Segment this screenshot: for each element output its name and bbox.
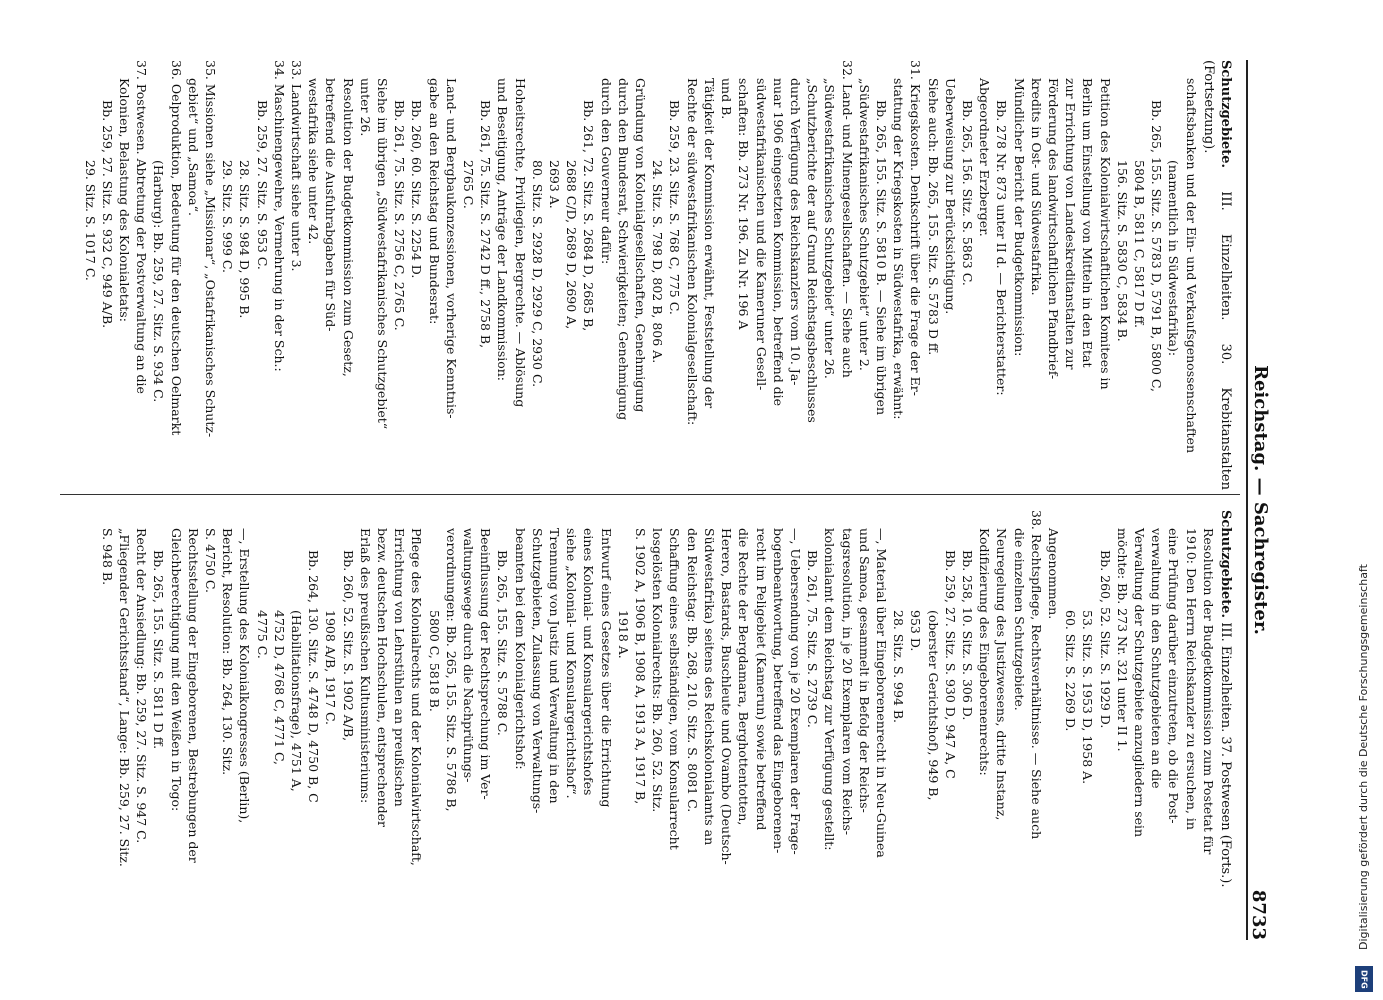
text-line: die Rechte der Bergdamara, Berghottentotten,	[736, 528, 752, 826]
text-line: S. 1902 A, 1906 B, 1908 A, 1913 A, 1917 B,	[633, 528, 649, 805]
text-line: und Beseitigung, Anträge der Landkommission:	[495, 78, 511, 382]
text-line: Bb. 259, 23. Sitz. S. 768 C, 775 C.	[667, 100, 683, 315]
text-line: „Schutzberichte der auf Grund Reichstagsbeschlusses	[805, 78, 821, 423]
text-line: 2693 A.	[547, 160, 563, 209]
credit-text: Digitalisierung gefördert durch die Deutsche Forschungsgemeinschaft	[1357, 564, 1370, 950]
text-line: Abgeordneter Erzberger.	[977, 78, 993, 237]
text-line: Tätigkeit der Kommission erwähnt, Feststellung der	[701, 78, 717, 409]
text-line: Pflege des Kolonialrechts und der Kolonialwirtschaft,	[409, 528, 425, 866]
text-line: Petition des Kolonialwirtschaftlichen Komitees in	[1097, 78, 1113, 390]
text-line: —, Material über Eingeborenenrecht in Neu-Guinea	[873, 528, 889, 858]
text-line: Bb. 261, 75. Sitz. S. 2756 C, 2765 C.	[392, 100, 408, 331]
text-line: S. 948 B.	[99, 528, 115, 586]
text-line: betreffend die Ausfuhrabgaben für Süd-	[323, 78, 339, 332]
text-line: den Reichstag: Bb. 268, 210. Sitz. S. 8081 C.	[684, 528, 700, 813]
text-line: Angenommen.	[1045, 528, 1061, 620]
text-line: Kodifizierung des Eingeborenenrechts:	[977, 528, 993, 776]
text-line: 31. Kriegskosten. Denkschrift über die Frage der Er-	[908, 60, 924, 396]
text-line: eines Kolonial- und Konsulargerichtshofes	[581, 528, 597, 796]
text-line: Resolution der Budgetkommission zum Gesetz,	[340, 78, 356, 377]
text-line: unter 26.	[357, 78, 373, 137]
text-line: Bb. 265, 156. Sitz. S. 5863 C.	[959, 100, 975, 286]
text-line: 1910: Den Herrn Reichskanzler zu ersuchen, in	[1183, 528, 1199, 830]
text-line: Bb. 261, 72. Sitz. S. 2684 D, 2685 B,	[581, 100, 597, 332]
text-line: westafrika siehe unter 42.	[306, 78, 322, 245]
text-line: kredits in Ost- und Südwestafrika.	[1028, 78, 1044, 296]
text-line: Gleichberechtigung mit den Weißen in Togo:	[168, 528, 184, 812]
text-line: (Harburg): Bb. 259, 27. Sitz. S. 934 C.	[151, 160, 167, 403]
text-line: Berlin um Einstellung von Mitteln in den Etat	[1080, 78, 1096, 368]
text-line: Beeinflussung der Rechtsprechung im Ver-	[478, 528, 494, 800]
right-lines	[99, 510, 1217, 940]
text-line: 80. Sitz. S. 2928 D, 2929 C, 2930 C.	[529, 160, 545, 388]
text-line: 953 D.	[908, 610, 924, 652]
text-line: Mündlicher Bericht der Budgetkommission:	[1011, 78, 1027, 357]
text-line: und Samoa, gesammelt in Befolg der Reichs-	[856, 528, 872, 813]
text-line: bezw. deutschen Hochschulen, entsprechender	[375, 528, 391, 828]
text-line: 2765 C.	[461, 160, 477, 209]
text-line: und B.	[719, 78, 735, 120]
text-line: möchte: Bb. 273 Nr. 321 unter II 1.	[1114, 528, 1130, 752]
text-line: waltungswege durch die Nachprüfungs-	[461, 528, 477, 783]
text-line: Ueberweisung zur Berücksichtigung.	[942, 78, 958, 315]
text-line: 38. Rechtspflege, Rechtsverhältnisse. — Siehe auch	[1028, 510, 1044, 840]
text-line: 5804 B, 5811 C, 5817 D ff.	[1131, 160, 1147, 328]
text-line: schaftsbanken und der Ein- und Verkaufsgenossenschaften	[1183, 78, 1199, 453]
text-line: Rechte der südwestafrikanischen Kolonialgesellschaft:	[684, 78, 700, 426]
text-line: gebiet“ und „Samoa“.	[185, 78, 201, 216]
text-line: Gründung von Kolonialgesellschaften, Genehmigung	[633, 78, 649, 413]
text-line: Errichtung von Lehrstühlen an preußischen	[392, 528, 408, 807]
text-line: 37. Postwesen. Abtretung der Postverwaltung an die	[134, 60, 150, 394]
text-line: 4775 C.	[254, 610, 270, 659]
left-lines	[81, 60, 1199, 490]
text-line: Entwurf eines Gesetzes über die Errichtung	[598, 528, 614, 808]
text-line: 4752 D, 4768 C, 4771 C,	[271, 610, 287, 766]
text-line: schaften: Bb. 273 Nr. 196. Zu Nr. 196 A	[736, 78, 752, 330]
text-line: Bb. 264, 130. Sitz. S. 4748 D, 4750 B, C	[306, 550, 322, 803]
text-line: 34. Maschinengewehre, Vermehrung in der Sch.:	[271, 60, 287, 372]
text-line: 5800 C, 5818 B.	[426, 610, 442, 712]
text-line: Bb. 258, 10. Sitz. S. 306 D.	[959, 550, 975, 721]
text-line: Förderung des landwirtschaftlichen Pfandbrief-	[1045, 78, 1061, 380]
text-line: beamten bei dem Kolonialgerichtshof:	[512, 528, 528, 770]
text-line: Resolution der Budgetkommission zum Postetat für	[1200, 528, 1216, 855]
text-line: siehe „Kolonial- und Konsulargerichtshof“.	[564, 528, 580, 799]
text-line: Bb. 265, 155. Sitz. S. 5810 B. — Siehe im übrigen	[873, 100, 889, 415]
text-line: (namentlich in Südwestafrika):	[1166, 160, 1182, 357]
text-line: Hoheitsrechte, Privilegien, Bergrechte. — Ablösung	[512, 78, 528, 408]
text-line: durch den Gouverneur dafür:	[598, 78, 614, 265]
text-line: 1918 A.	[615, 610, 631, 659]
right-section-title: Schutzgebiete.	[1218, 510, 1233, 619]
text-line: Bb. 259, 27. Sitz. S. 932 C, 949 A/B.	[99, 100, 115, 329]
text-line: 36. Oelproduktion, Bedeutung für den deutschen Oelmarkt	[168, 60, 184, 436]
text-line: Bb. 259, 27. Sitz. S. 930 D, 947 A, C	[942, 550, 958, 779]
text-line: 28. Sitz. S. 994 B.	[891, 610, 907, 724]
text-line: recht im Peligebiet (Kamerun) sowie betreffend	[753, 528, 769, 831]
page-header	[1246, 60, 1282, 940]
text-line: 29. Sitz. S. 999 C.	[220, 160, 236, 273]
text-line: bogenbeantwortung, betreffend das Eingeborenen-	[770, 528, 786, 854]
text-line: 156. Sitz. S. 5830 C, 5834 B.	[1114, 160, 1130, 342]
text-line: Schutzgebieten, Zulassung von Verwaltungs-	[529, 528, 545, 814]
text-line: Bb. 278 Nr. 873 unter II d. — Berichterstatter:	[994, 100, 1010, 396]
right-column	[99, 510, 1234, 940]
text-line: 28. Sitz. S. 984 D, 995 B.	[237, 160, 253, 319]
text-line: Verwaltung der Schutzgebiete anzugliedern sein	[1131, 528, 1147, 838]
left-section-heading	[1200, 60, 1234, 490]
text-line: durch Verfügung des Reichskanzlers vom 10. Ja-	[787, 78, 803, 386]
text-line: südwestafrikanischen und die Kameruner Gesell-	[753, 78, 769, 391]
digitization-credit	[1352, 0, 1376, 1000]
text-line: stattung der Kriegskosten in Südwestafrika, erwähnt:	[891, 78, 907, 420]
text-line: Südwestafrika) seitens des Reichskolonialamts an	[701, 528, 717, 846]
text-line: die einzelnen Schutzgebiete.	[1011, 528, 1027, 711]
left-column	[81, 60, 1234, 490]
text-line: Bb. 265, 155. Sitz. S. 5788 C.	[495, 550, 511, 736]
left-section-sub: III. Einzelheiten. 30. Krebitanstalten (Fortsetzung).	[1200, 60, 1233, 490]
text-line: losgelösten Kolonialrechts: Bb. 260, 52. Sitz.	[650, 528, 666, 813]
text-line: Herero, Bastards, Buschleute und Ovambo (Deutsch-	[719, 528, 735, 865]
text-line: tagsresolution, in je 20 Exemplaren vom Reichs-	[839, 528, 855, 836]
text-line: Neuregelung des Justizwesens, dritte Instanz,	[994, 528, 1010, 821]
text-line: 29. Sitz. S. 1017 C.	[82, 160, 98, 281]
column-divider	[60, 494, 1240, 495]
text-line: Bb. 260, 60. Sitz. S. 2254 D.	[409, 100, 425, 279]
header-title: Reichstag. — Sachregister.	[1250, 365, 1271, 635]
text-line: Bb. 265, 155. Sitz. S. 5783 D, 5791 B, 5800 C,	[1149, 100, 1165, 393]
text-line: Schaffung eines selbständigen, vom Konsularrecht	[667, 528, 683, 850]
text-line: „Südwestafrikanisches Schutzgebiet“ unter 26.	[822, 78, 838, 379]
text-line: Siehe auch: Bb. 265, 155. Sitz. S. 5783 D ff.	[925, 78, 941, 356]
text-line: Erlaß des preußischen Kultusministeriums:	[357, 528, 373, 804]
text-line: 1908 A/B, 1917 C.	[323, 610, 339, 726]
text-line: nuar 1906 eingesetzten Kommission, betreffend die	[770, 78, 786, 407]
text-line: —, Erstellung des Kolonialkongresses (Berlin),	[237, 528, 253, 824]
text-line: —, Uebersendung von je 20 Exemplaren der Frage-	[787, 528, 803, 855]
text-line: Bb. 261, 75. Sitz. S. 2739 C.	[805, 550, 821, 728]
text-line: gabe an den Reichstag und Bundesrat:	[426, 78, 442, 325]
text-line: durch den Bundesrat, Schwierigkeiten; Genehmigung	[615, 78, 631, 421]
text-line: Land- und Bergbaukonzessionen, vorherige Kenntnis-	[443, 78, 459, 419]
text-line: Rechtsstellung der Eingeborenen, Bestrebungen der	[185, 528, 201, 863]
text-line: Trennung von Justiz und Verwaltung in den	[547, 528, 563, 804]
page-number: 8733	[1248, 889, 1269, 940]
text-line: eine Prüfung darüber einzutreten, ob die Post-	[1166, 528, 1182, 824]
text-line: (Habilitationsfrage), 4751 A,	[289, 610, 305, 792]
text-line: 35. Missionen siehe „Missionar“, „Ostafrikanisches Schutz-	[203, 60, 219, 438]
text-line: S. 4750 C.	[203, 528, 219, 593]
text-line: Bb. 265, 155. Sitz. S. 5811 D ff.	[151, 550, 167, 750]
text-line: Bb. 261, 75. Sitz. S. 2742 D ff., 2758 B,	[478, 100, 494, 349]
text-line: 2688 C/D, 2689 D, 2690 A,	[564, 160, 580, 330]
text-line: Bb. 260, 52. Sitz. S. 1902 A/B,	[340, 550, 356, 742]
text-line: „Südwestafrikanisches Schutzgebiet“ unter 2.	[856, 78, 872, 371]
text-line: 32. Land- und Minengesellschaften. — Siehe auch	[839, 60, 855, 378]
text-line: 60. Sitz. S. 2269 D.	[1063, 610, 1079, 732]
text-line: Recht der Ansiedlung: Bb. 259, 27. Sitz. S. 947 C.	[134, 528, 150, 844]
text-line: kolonialamt dem Reichstag zur Verfügung gestellt:	[822, 528, 838, 851]
text-line: Bb. 259, 27. Sitz. S. 953 C.	[254, 100, 270, 270]
text-line: Kolonien, Belastung des Kolonialetats:	[117, 78, 132, 322]
text-line: Bb. 260, 52. Sitz. S. 1929 D.	[1097, 550, 1113, 729]
text-line: 33. Landwirtschaft siehe unter 3.	[289, 60, 305, 272]
right-section-heading	[1217, 510, 1234, 940]
text-line: 53. Sitz. S. 1953 D, 1958 A.	[1080, 610, 1096, 785]
text-line: verwaltung in den Schutzgebieten an die	[1149, 528, 1165, 789]
text-line: Siehe im übrigen „Südwestafrikanisches Schutzgebiet“	[375, 78, 391, 430]
text-line: zur Errichtung von Landeskreditanstalten zur	[1063, 78, 1079, 370]
left-section-title: Schutzgebiete.	[1218, 60, 1233, 169]
dfg-logo: DFG	[1355, 966, 1373, 992]
right-section-sub: III. Einzelheiten. 37. Postwesen (Forts.).	[1218, 622, 1233, 888]
text-line: verordnungen: Bb. 265, 155. Sitz. S. 5786 B,	[443, 528, 459, 812]
text-line: 24. Sitz. S. 798 D, 802 B, 806 A.	[650, 160, 666, 364]
text-line: (oberster Gerichtshof), 949 B,	[925, 610, 941, 801]
text-line: Bericht, Resolution: Bb. 264, 130. Sitz.	[220, 528, 236, 776]
text-line: „Fliegender Gerichtsstand“, Lange: Bb. 259, 27. Sitz.	[117, 528, 132, 867]
